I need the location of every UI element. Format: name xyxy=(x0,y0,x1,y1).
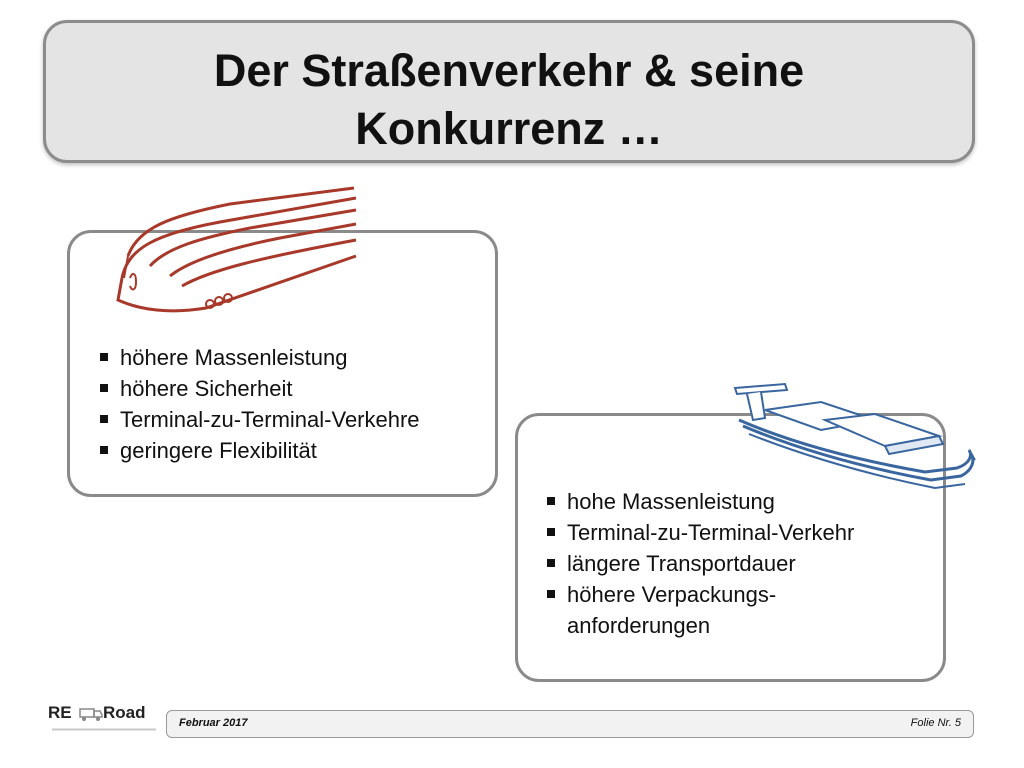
logo-text-left: RE xyxy=(48,703,72,722)
list-item: hohe Massenleistung xyxy=(547,486,854,517)
re-road-logo xyxy=(48,703,156,739)
logo-text-right: Road xyxy=(103,703,146,722)
list-item: längere Transportdauer xyxy=(547,548,854,579)
truck-logo-icon xyxy=(78,703,104,725)
train-icon xyxy=(110,182,365,322)
list-item: Terminal-zu-Terminal-Verkehre xyxy=(100,404,420,435)
list-item: höhere Sicherheit xyxy=(100,373,420,404)
footer-date: Februar 2017 xyxy=(179,717,248,729)
list-item: Terminal-zu-Terminal-Verkehr xyxy=(547,517,854,548)
list-item-line-1: höhere Verpackungs- xyxy=(567,582,777,607)
ship-icon xyxy=(725,380,980,495)
logo-tagline xyxy=(52,727,156,733)
footer-page-number: Folie Nr. 5 xyxy=(910,717,961,729)
footer-bar xyxy=(166,710,974,738)
slide-title-line-2: Konkurrenz … xyxy=(355,103,663,154)
rail-bullet-list xyxy=(100,342,420,466)
ship-bullet-list xyxy=(547,486,854,641)
list-item: geringere Flexibilität xyxy=(100,435,420,466)
list-item: höhere Massenleistung xyxy=(100,342,420,373)
list-item-line-2: anforderungen xyxy=(567,613,711,638)
list-item xyxy=(547,579,854,641)
slide-title-box xyxy=(43,20,975,163)
slide-title-line-1: Der Straßenverkehr & seine xyxy=(213,45,805,96)
